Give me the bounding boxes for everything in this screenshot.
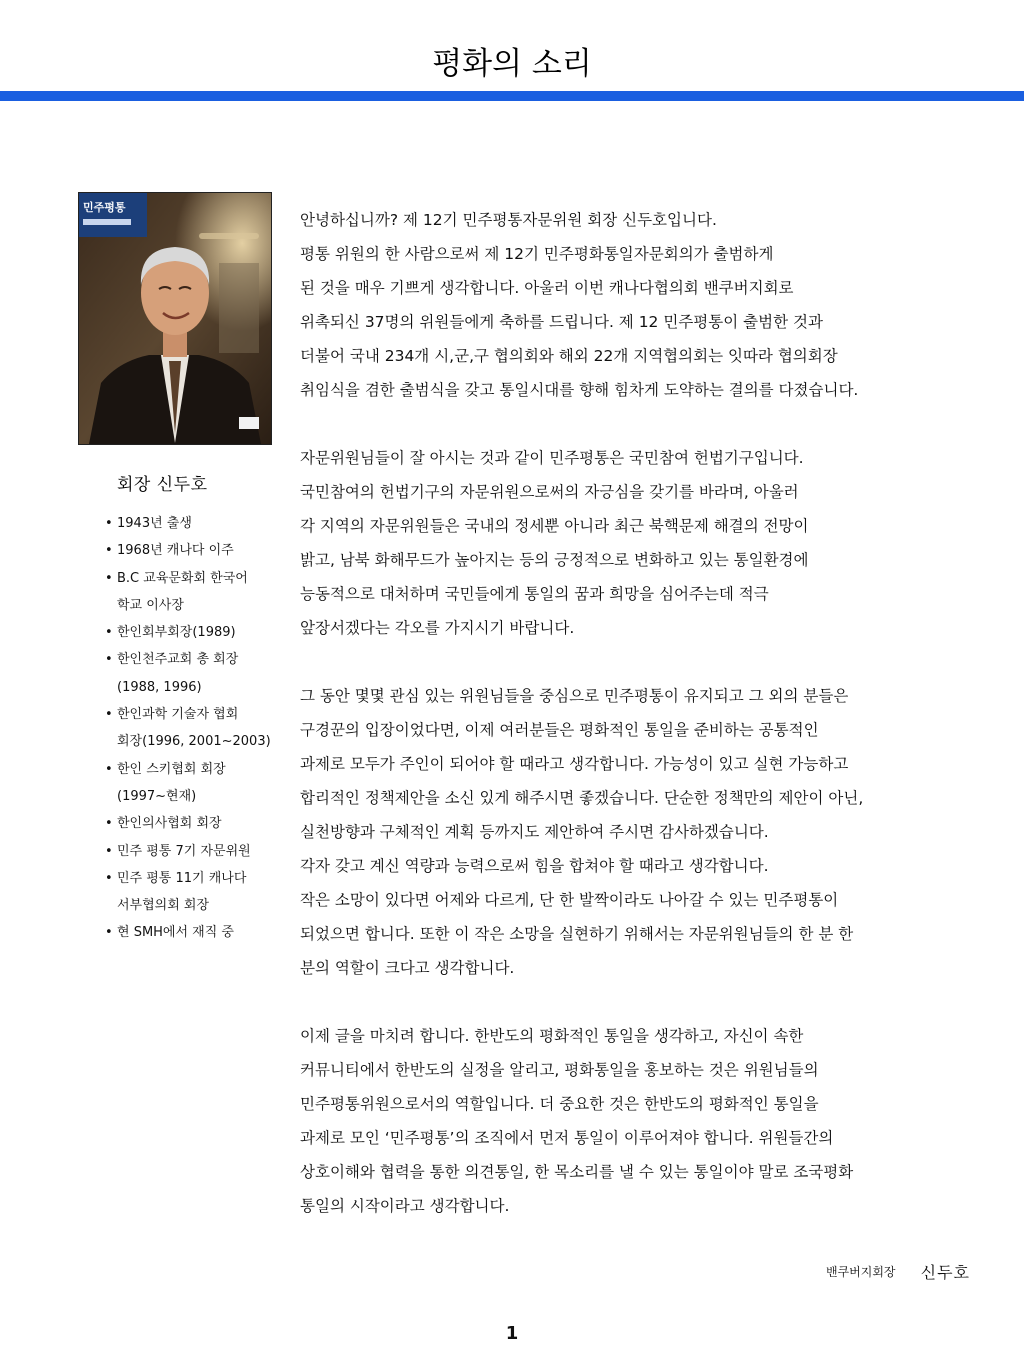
bio-item	[103, 756, 288, 811]
bio-item-line: • 한인과학 기술자 협회	[117, 707, 239, 723]
bio-item-line: • 한인천주교회 총 회장	[117, 652, 239, 668]
bio-item	[103, 701, 288, 756]
page-title: 평화의 소리	[432, 46, 592, 82]
bio-item-line: • 한인회부회장(1989)	[117, 625, 236, 641]
message-line: 커뮤니티에서 한반도의 실정을 알리고, 평화통일을 홍보하는 것은 위원님들의	[300, 1061, 819, 1079]
bio-item-line: • 1943년 출생	[117, 516, 192, 531]
bio-item	[103, 619, 288, 646]
message-line: 앞장서겠다는 각오를 가지시기 바랍니다.	[300, 619, 575, 637]
message-paragraph	[300, 1019, 1010, 1223]
message-line: 더불어 국내 234개 시,군,구 협의회와 해외 22개 지역협의회는 잇따라 협의회장	[300, 347, 838, 365]
message-line: 분의 역할이 크다고 생각합니다.	[300, 959, 515, 977]
message-paragraph	[300, 679, 1010, 985]
bio-item	[103, 510, 288, 537]
message-line: 안녕하십니까? 제 12기 민주평통자문위원 회장 신두호입니다.	[300, 211, 717, 229]
bio-item	[103, 919, 288, 946]
portrait-photo-icon	[79, 193, 271, 444]
biography-list	[103, 510, 288, 947]
message-line: 각자 갖고 계신 역량과 능력으로써 힘을 합쳐야 할 때라고 생각합니다.	[300, 857, 769, 875]
bio-item	[103, 810, 288, 837]
message-line: 민주평통위원으로서의 역할입니다. 더 중요한 것은 한반도의 평화적인 통일을	[300, 1095, 819, 1113]
bio-item-line: (1988, 1996)	[117, 679, 202, 695]
message-line: 국민참여의 헌법기구의 자문위원으로써의 자긍심을 갖기를 바라며, 아울러	[300, 483, 799, 501]
message-line: 된 것을 매우 기쁘게 생각합니다. 아울러 이번 캐나다협의회 밴쿠버지회로	[300, 279, 794, 297]
message-body	[300, 203, 1010, 1223]
portrait-photo	[78, 192, 272, 445]
bio-item-line: • 한인 스키협회 회장	[117, 761, 226, 777]
message-line: 과제로 모인 ‘민주평통’의 조직에서 먼저 통일이 이루어져야 합니다. 위원들간의	[300, 1129, 834, 1147]
message-line: 이제 글을 마치려 합니다. 한반도의 평화적인 통일을 생각하고, 자신이 속한	[300, 1027, 804, 1045]
message-line: 그 동안 몇몇 관심 있는 위원님들을 중심으로 민주평통이 유지되고 그 외의 분들은	[300, 687, 849, 705]
bio-item-line: • B.C 교육문화회 한국어	[117, 570, 248, 586]
message-line: 위촉되신 37명의 위원들에게 축하를 드립니다. 제 12 민주평통이 출범한 것과	[300, 313, 823, 331]
message-paragraph	[300, 203, 1010, 407]
bio-item	[103, 865, 288, 920]
bio-item	[103, 838, 288, 865]
message-line: 과제로 모두가 주인이 되어야 할 때라고 생각합니다. 가능성이 있고 실현 가능하고	[300, 755, 849, 773]
message-line: 합리적인 정책제안을 소신 있게 해주시면 좋겠습니다. 단순한 정책만의 제안이 아닌,	[300, 789, 864, 807]
bio-item	[103, 537, 288, 564]
message-line: 자문위원님들이 잘 아시는 것과 같이 민주평통은 국민참여 헌법기구입니다.	[300, 449, 804, 467]
bio-item-line: • 현 SMH에서 재직 중	[117, 925, 234, 941]
bio-item-line: 회장(1996, 2001~2003)	[117, 734, 271, 750]
bio-item-line: • 민주 평통 7기 자문위원	[117, 843, 251, 859]
message-line: 되었으면 합니다. 또한 이 작은 소망을 실현하기 위해서는 자문위원님들의 한 분 한	[300, 925, 854, 943]
bio-item-line: 학교 이사장	[117, 597, 184, 613]
message-line: 구경꾼의 입장이었다면, 이제 여러분들은 평화적인 통일을 준비하는 공통적인	[300, 721, 819, 739]
bio-item	[103, 565, 288, 620]
message-line: 각 지역의 자문위원들은 국내의 정세뿐 아니라 최근 북핵문제 해결의 전망이	[300, 517, 809, 535]
message-line: 밝고, 남북 화해무드가 높아지는 등의 긍정적으로 변화하고 있는 통일환경에	[300, 551, 809, 569]
page-number: 1	[505, 1323, 519, 1344]
signature-name: 신두호	[920, 1263, 970, 1282]
message-line: 상호이해와 협력을 통한 의견통일, 한 목소리를 낼 수 있는 통일이야 말로 조국평화	[300, 1163, 854, 1181]
message-paragraph	[300, 441, 1010, 645]
message-line: 능동적으로 대처하며 국민들에게 통일의 꿈과 희망을 심어주는데 적극	[300, 585, 769, 603]
portrait-caption: 회장 신두호	[117, 475, 208, 495]
photo-banner-text: 민주평통	[83, 201, 126, 214]
bio-item-line: (1997~현재)	[117, 788, 197, 804]
message-line: 통일의 시작이라고 생각합니다.	[300, 1197, 510, 1215]
paragraph-gap	[300, 985, 1010, 1019]
bio-item	[103, 646, 288, 701]
bio-item-line: 서부협의회 회장	[117, 898, 210, 914]
signature-title: 밴쿠버지회장	[825, 1265, 896, 1279]
title-divider	[0, 91, 1024, 101]
paragraph-gap	[300, 407, 1010, 441]
bio-item-line: • 민주 평통 11기 캐나다	[117, 870, 247, 886]
bio-item-line: • 한인의사협회 회장	[117, 816, 222, 832]
message-line: 취임식을 겸한 출범식을 갖고 통일시대를 향해 힘차게 도약하는 결의를 다졌습니다.	[300, 381, 859, 399]
bio-item-line: • 1968년 캐나다 이주	[117, 543, 234, 559]
message-line: 실천방향과 구체적인 계획 등까지도 제안하여 주시면 감사하겠습니다.	[300, 823, 769, 841]
message-line: 평통 위원의 한 사람으로써 제 12기 민주평화통일자문회의가 출범하게	[300, 245, 774, 263]
signature	[826, 1260, 970, 1283]
message-line: 작은 소망이 있다면 어제와 다르게, 단 한 발짝이라도 나아갈 수 있는 민주평통이	[300, 891, 839, 909]
paragraph-gap	[300, 645, 1010, 679]
